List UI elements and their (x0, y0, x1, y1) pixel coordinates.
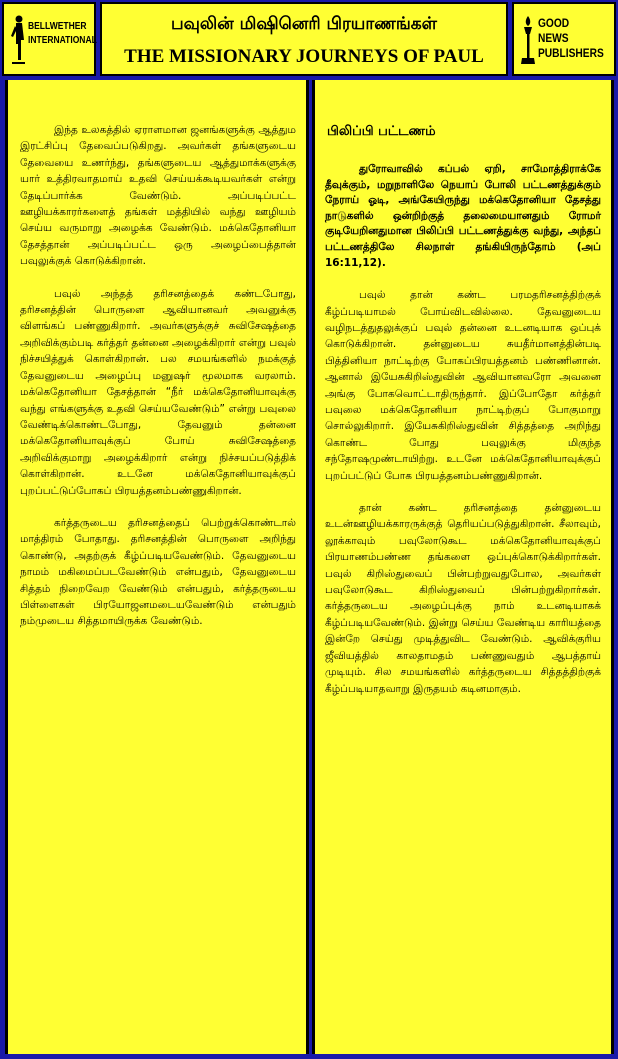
bellwether-logo (2, 2, 96, 76)
left-paragraph-3: கர்த்தருடைய தரிசனத்தைப் பெற்றுக்கொண்டால் மாத்திரம் போதாது. தரிசனத்தின் பொருளை அறிந்து கொண்டு, அதற்குக் கீழ்ப்படியவேண்டும். தேவனுடைய நாமம் மகிமைப்படவேண்டும் என்பதும், தேவனுடைய சித்தம் நிறைவேற வேண்டும் என்பதும், கர்த்தருடைய பிள்ளைகள் பிரயோஜனமடையவேண்டும் என்பதும் நம்முடைய சித்தமாயிருக்க வேண்டும். (20, 516, 296, 628)
left-paragraph-1: இந்த உலகத்தில் ஏராளமான ஜனங்களுக்கு ஆத்தும இரட்சிப்பு தேவைப்படுகிறது. அவர்கள் தங்களுடைய தேவையை உணர்ந்து, தங்களுடைய ஆத்துமாக்களுக்கு யார் உத்திரவாதமாய் உதவி செய்யக்கூடியவர்கள் என்று தேடிப்பார்க்க வேண்டும். அப்படிப்பட்ட ஊழியக்காரர்களைத் தங்கள் மத்தியில் வந்து ஊழியம் செய்ய வருமாறு அழைக்க வேண்டும். மக்கெதோனியா தேசத்தான் அப்படிப்பட்ட ஒரு அழைப்பைத்தான் பவுலுக்குக் கொடுக்கிறான். (20, 124, 296, 268)
figure-icon (10, 14, 26, 64)
title-tamil: பவுலின் மிஷினெரி பிரயாணங்கள் (171, 14, 437, 34)
right-paragraph-2: தான் கண்ட தரிசனத்தை தன்னுடைய உடன்ஊழியக்காரருக்குத் தெரியப்படுத்துகிறான். சீலாவும், லூக்காவும் பவுலோடுகூட மக்கெதோனியாவுக்குப் பிரயாணம்பண்ண தங்களை ஒப்புக்கொடுக்கிறார்கள். பவுல் கிறிஸ்துவைப் பின்பற்றுவதுபோல, அவர்கள் பவுலோடுகூட கிறிஸ்துவைப் பின்பற்றுகிறார்கள். கர்த்தருடைய அழைப்புக்கு நாம் உடனடியாகக் கீழ்ப்படியவேண்டும். இன்று செய்ய வேண்டிய காரியத்தை இன்றே செய்து முடித்துவிட வேண்டும். ஆவிக்குரிய ஜீவியத்தில் காலதாமதம் பண்ணுவதும் ஆபத்தாய் முடியும். சில சமயங்களில் கர்த்தருடைய சித்தத்திற்குக் கீழ்ப்படியாதவாறு இருதயம் கடினமாகும். (325, 502, 601, 695)
right-paragraph-1: பவுல் தான் கண்ட பரமதரிசனத்திற்குக் கீழ்ப்படியாமல் போய்விடவில்லை. தேவனுடைய வழிநடத்துதலுக்குப் பவுல் தன்னை உடனடியாக ஒப்புக் கொடுக்கிறான். தன்னுடைய சுயதீர்மானத்தின்படி பித்தினியா நாட்டிற்கு போகப்பிரயத்தனம் பண்ணினான். ஆனால் இயேசுகிறிஸ்துவின் ஆவியானவரோ அவனை அங்கு போகவொட்டாதிருந்தார். இப்போதோ கர்த்தர் பவுலை மக்கெதோனியா நாட்டிற்குப் போகுமாறு சொல்லுகிறார். இயேசுகிறிஸ்துவின் சித்தத்தை அறிந்து கொண்ட போது பவுலுக்கு மிகுந்த சந்தோஷமுண்டாயிற்று. உடனே மக்கெதோனியாவுக்குப் புறப்பட்டுப் போக பிரயத்தனம்பண்ணுகிறான். (325, 289, 601, 482)
section-heading: பிலிப்பி பட்டணம் (327, 124, 436, 139)
title-banner (100, 2, 508, 76)
title-english: THE MISSIONARY JOURNEYS OF PAUL (124, 46, 484, 67)
scripture-quote: துரோவாவில் கப்பல் ஏறி, சாமோத்திராக்கே தீவுக்கும், மறுநாளிலே நெயாப் போலி பட்டணத்துக்கும் நேராய் ஓடி, அங்கேயிருந்து மக்கெதோனியா தேசத்து நாடுகளில் ஒன்றிற்குத் தலைமையானதும் ரோமர் குடியேறினதுமான பிலிப்பி பட்டணத்துக்கு வந்து, அந்தப் பட்டணத்திலே சிலநாள் தங்கியிருந்தோம் (அப் 16:11,12). (325, 163, 601, 269)
left-column (5, 80, 309, 1054)
logo-left-text: BELLWETHER INTERNATIONAL (28, 21, 97, 46)
left-paragraph-2: பவுல் அந்தத் தரிசனத்தைக் கண்டபோது, தரிசனத்தின் பொருளை ஆவியானவர் அவனுக்கு விளங்கப் பண்ணுகிறார். அவர்களுக்குச் சுவிசேஷத்தை அறிவிக்கும்படி கர்த்தர் தன்னை அழைக்கிறார் என்று பவுல் நிச்சயித்துக் கொள்கிறான். பல சமயங்களில் நமக்குத் தேவனுடைய அழைப்பு மனுஷர் மூலமாக வரலாம். மக்கெதோனியா தேசத்தான் “நீர் மக்கெதோனியாவுக்கு வந்து எங்களுக்கு உதவி செய்யவேண்டும்” என்று பவுலை வேண்டிக்கொண்டபோது, தேவனும் தன்னை மக்கெதோனியாவுக்குப் போய் சுவிசேஷத்தை அறிவிக்குமாறு அழைக்கிறார் என்று நிச்சயப்படுத்திக் கொள்கிறான். உடனே மக்கெதோனியாவுக்குப் புறப்பட்டுப்போகப் பிரயத்தனம்பண்ணுகிறான். (20, 287, 296, 497)
right-column (312, 80, 614, 1054)
good-news-logo (512, 2, 616, 76)
lamp-icon (520, 14, 536, 64)
logo-right-text: GOOD NEWS PUBLISHERS (538, 16, 604, 60)
